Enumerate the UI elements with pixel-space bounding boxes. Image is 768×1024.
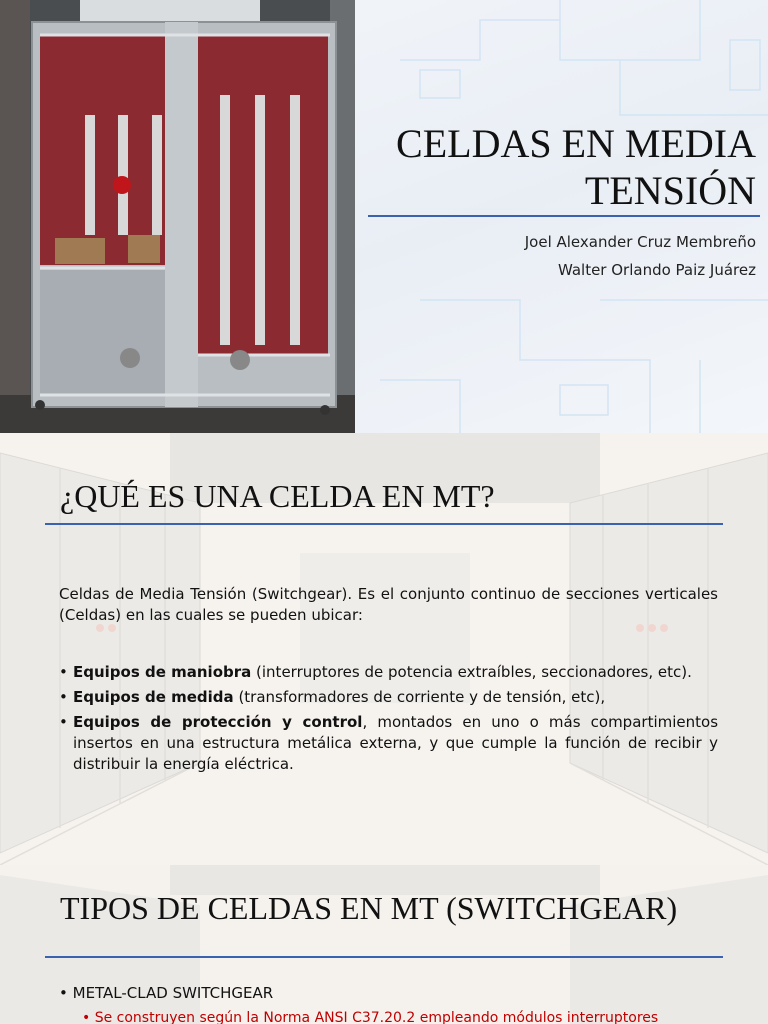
title-slide bbox=[0, 0, 768, 433]
title-divider bbox=[45, 956, 723, 958]
definition-slide bbox=[0, 433, 768, 865]
presentation-title bbox=[356, 120, 756, 214]
list-item-bold: Equipos de protección y control bbox=[73, 713, 363, 731]
intro-paragraph: Celdas de Media Tensión (Switchgear). Es el conjunto continuo de secciones verticales (Celdas) en las cuales se pueden ubicar: bbox=[59, 585, 718, 624]
switchgear-cabinet-image bbox=[0, 0, 355, 433]
slide-title: ¿QUÉ ES UNA CELDA EN MT? bbox=[60, 478, 495, 514]
list-item-text: (transformadores de corriente y de tensión, etc), bbox=[233, 688, 606, 706]
list-item: • METAL-CLAD SWITCHGEAR bbox=[59, 984, 273, 1002]
list-item-text: , montados en uno o más compartimientos insertos en una estructura metálica externa, y que cumple la función de recibir y distribuir la energía eléctrica. bbox=[73, 713, 719, 773]
sub-list-item: • Se construyen según la Norma ANSI C37.20.2 empleando módulos interruptores bbox=[82, 1010, 722, 1024]
equipment-list bbox=[59, 662, 718, 779]
list-item bbox=[59, 662, 718, 683]
title-line-2: TENSIÓN bbox=[584, 168, 756, 213]
switchgear-photo bbox=[0, 0, 355, 433]
author-2: Walter Orlando Paiz Juárez bbox=[557, 261, 756, 279]
title-divider bbox=[368, 215, 760, 217]
slide-title: TIPOS DE CELDAS EN MT (SWITCHGEAR) bbox=[60, 890, 678, 926]
list-item bbox=[59, 712, 718, 775]
title-line-1: CELDAS EN MEDIA bbox=[396, 121, 756, 166]
list-item-bold: Equipos de medida bbox=[73, 688, 234, 706]
list-item-text: (interruptores de potencia extraíbles, seccionadores, etc). bbox=[251, 663, 692, 681]
author-1: Joel Alexander Cruz Membreño bbox=[524, 233, 756, 251]
title-divider bbox=[45, 523, 723, 525]
types-slide bbox=[0, 865, 768, 1024]
list-item-bold: Equipos de maniobra bbox=[73, 663, 252, 681]
list-item bbox=[59, 687, 718, 708]
